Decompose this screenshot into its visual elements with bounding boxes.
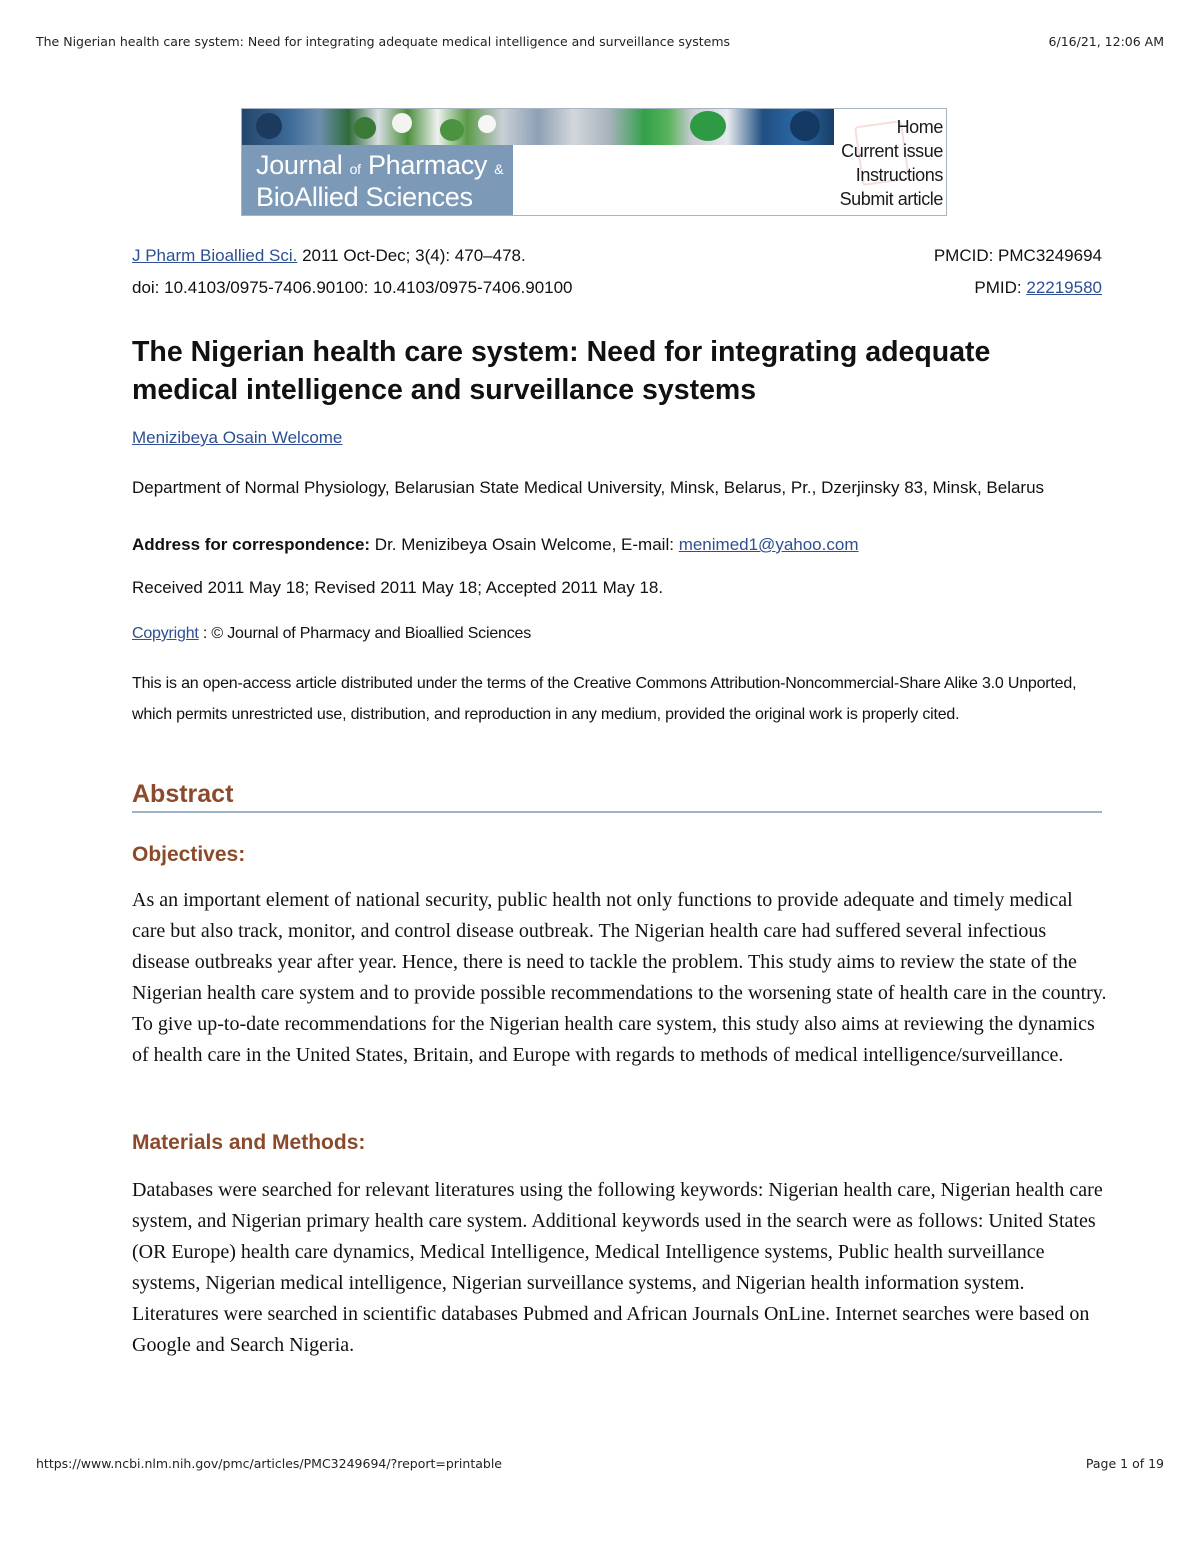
molecule-graphic — [256, 113, 282, 139]
author-link[interactable]: Menizibeya Osain Welcome — [132, 428, 343, 447]
pmid-label: PMID: — [974, 278, 1027, 297]
nav-current-issue-link[interactable]: Current issue — [841, 141, 943, 161]
received-dates: Received 2011 May 18; Revised 2011 May 18; Accepted 2011 May 18. — [132, 578, 664, 597]
citation-row — [132, 246, 1102, 266]
copyright-link[interactable]: Copyright — [132, 625, 199, 642]
logo-text: Pharmacy — [367, 150, 488, 180]
methods-text: Databases were searched for relevant literatures using the following keywords: Nigerian health care, Nigerian health care system, and Nigerian primary health care system. Additional keywords used in the search were as follows: United States (OR Europe) health care dynamics, Medical Intelligence, Medical Intelligence systems, Public health surveillance systems, Nigerian medical intelligence, Nigerian surveillance systems, and Nigerian health information system. Literatures were searched in scientific databases Pubmed and African Journals OnLine. Internet searches were based on Google and Search Nigeria. — [132, 1179, 1103, 1356]
nav-submit-article-link[interactable]: Submit article — [839, 189, 943, 209]
pmid-wrap — [974, 278, 1102, 298]
doi-row — [132, 278, 1102, 298]
print-header-title: The Nigerian health care system: Need for integrating adequate medical intelligence and surveillance systems — [36, 34, 731, 49]
author-row — [132, 428, 342, 448]
journal-logo — [242, 145, 513, 216]
molecule-graphic — [690, 111, 726, 141]
banner-image-strip — [242, 109, 834, 145]
nav-instructions-link[interactable]: Instructions — [855, 165, 943, 185]
objectives-heading: Objectives: — [132, 843, 246, 866]
nav-home-link[interactable]: Home — [896, 117, 943, 137]
correspondence — [132, 534, 858, 556]
citation-issue: 2011 Oct-Dec; 3(4): 470–478. — [297, 246, 526, 265]
copyright-text: : © Journal of Pharmacy and Bioallied Sciences — [198, 625, 532, 642]
molecule-graphic — [478, 115, 496, 133]
correspondence-label: Address for correspondence: — [132, 535, 371, 554]
molecule-graphic — [354, 117, 376, 139]
print-footer — [36, 1456, 1164, 1472]
methods-heading: Materials and Methods: — [132, 1131, 366, 1154]
print-header — [36, 34, 1164, 50]
molecule-graphic — [392, 113, 412, 133]
page-number: Page 1 of 19 — [1085, 1456, 1164, 1471]
doi: doi: 10.4103/0975-7406.90100: 10.4103/0975-7406.90100 — [132, 278, 573, 297]
correspondence-text: Dr. Menizibeya Osain Welcome, E-mail: — [370, 535, 679, 554]
print-footer-url: https://www.ncbi.nlm.nih.gov/pmc/articles/PMC3249694/?report=printable — [36, 1456, 502, 1471]
journal-banner — [241, 108, 947, 216]
banner-nav — [813, 115, 943, 211]
print-header-datetime: 6/16/21, 12:06 AM — [1048, 34, 1164, 49]
email-link[interactable]: menimed1@yahoo.com — [678, 535, 859, 554]
license-text: This is an open-access article distributed under the terms of the Creative Commons Attribution-Noncommercial-Share Alike 3.0 Unported, which permits unrestricted use, distribution, and reproduction in any medium, provided the original work is properly cited. — [132, 675, 1077, 723]
pmid-link[interactable]: 22219580 — [1026, 278, 1102, 297]
molecule-graphic — [440, 119, 464, 141]
logo-text: of — [349, 161, 361, 177]
logo-text: & — [494, 161, 504, 177]
article-title: The Nigerian health care system: Need for integrating adequate medical intelligence and surveillance systems — [132, 336, 991, 406]
pmcid: PMCID: PMC3249694 — [933, 246, 1102, 265]
copyright-row — [132, 625, 531, 643]
logo-text: BioAllied Sciences — [256, 182, 473, 212]
objectives-text: As an important element of national security, public health not only functions to provide adequate and timely medical care but also track, monitor, and control disease outbreak. The Nigerian health care had suffered several infectious disease outbreaks year after year. Hence, there is need to tackle the problem. This study aims to review the state of the Nigerian health care system and to provide possible recommendations to the worsening state of health care in the country. To give up-to-date recommendations for the Nigerian health care system, this study also aims at reviewing the dynamics of health care in the United States, Britain, and Europe with regards to methods of medical intelligence/surveillance. — [132, 889, 1107, 1066]
journal-link[interactable]: J Pharm Bioallied Sci. — [132, 246, 298, 265]
abstract-heading: Abstract — [132, 780, 1102, 813]
logo-text: Journal — [256, 150, 343, 180]
affiliation: Department of Normal Physiology, Belarusian State Medical University, Minsk, Belarus, Pr., Dzerjinsky 83, Minsk, Belarus — [132, 478, 1045, 497]
